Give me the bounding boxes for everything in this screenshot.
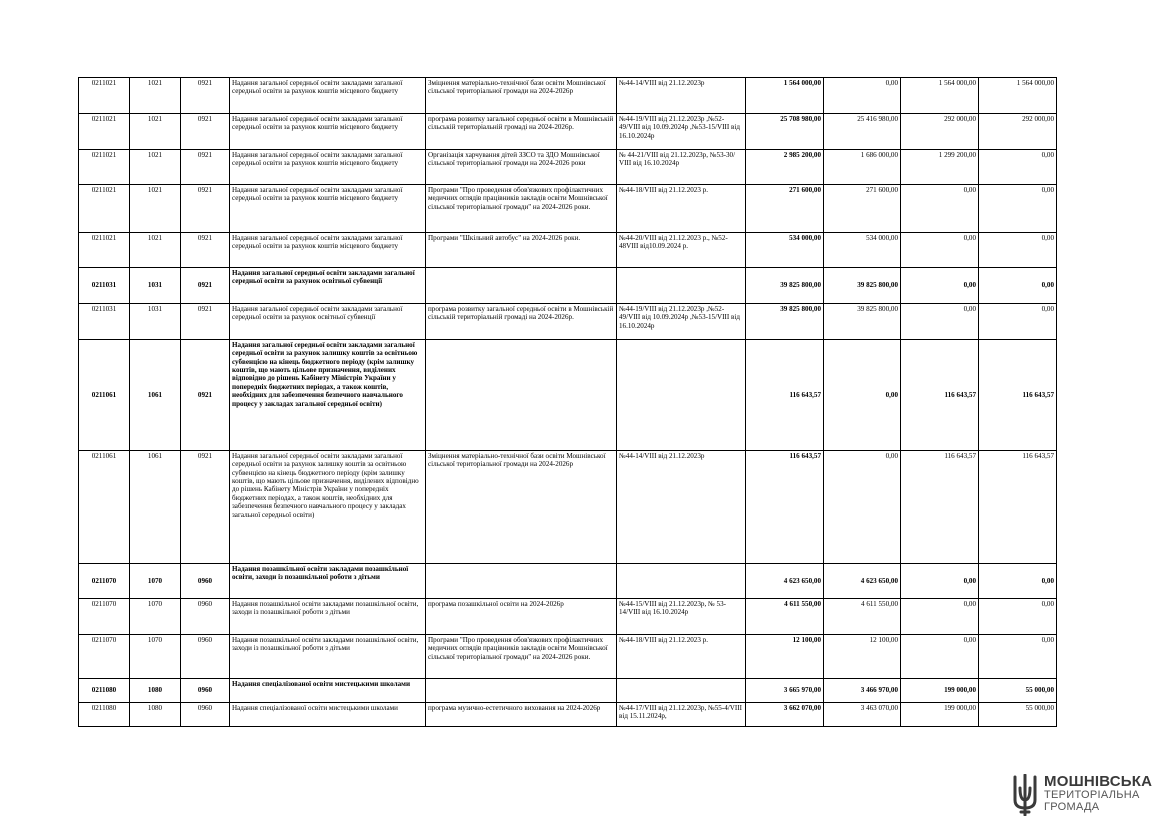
row-decision bbox=[617, 564, 746, 599]
row-special-fund: 116 643,57 bbox=[901, 451, 979, 564]
row-development-budget: 292 000,00 bbox=[979, 114, 1057, 150]
row-general-fund: 4 611 550,00 bbox=[824, 599, 901, 635]
row-kfb: 0960 bbox=[181, 635, 230, 679]
row-code: 0211070 bbox=[79, 599, 130, 635]
row-program bbox=[426, 340, 617, 451]
row-development-budget: 0,00 bbox=[979, 635, 1057, 679]
table-row bbox=[79, 78, 1057, 114]
row-general-fund: 39 825 800,00 bbox=[824, 268, 901, 304]
row-general-fund: 0,00 bbox=[824, 340, 901, 451]
row-decision bbox=[617, 268, 746, 304]
row-general-fund: 12 100,00 bbox=[824, 635, 901, 679]
table-row-summary bbox=[79, 564, 1057, 599]
row-general-fund: 271 600,00 bbox=[824, 185, 901, 233]
row-kfb: 0960 bbox=[181, 599, 230, 635]
row-general-fund: 1 686 000,00 bbox=[824, 150, 901, 185]
row-kfb: 0960 bbox=[181, 679, 230, 703]
row-development-budget: 0,00 bbox=[979, 150, 1057, 185]
row-general-fund: 39 825 800,00 bbox=[824, 304, 901, 340]
row-code: 0211080 bbox=[79, 703, 130, 727]
row-general-fund: 0,00 bbox=[824, 78, 901, 114]
row-kfb: 0921 bbox=[181, 268, 230, 304]
table-row bbox=[79, 185, 1057, 233]
row-name: Надання загальної середньої освіти закладами загальної середньої освіти за рахунок освітньої субвенції bbox=[230, 304, 426, 340]
row-program bbox=[426, 268, 617, 304]
trident-emblem-icon bbox=[1010, 774, 1040, 816]
row-kfk: 1021 bbox=[130, 114, 181, 150]
row-total: 1 564 000,00 bbox=[746, 78, 824, 114]
row-decision: №44-14/VIII від 21.12.2023р bbox=[617, 451, 746, 564]
row-total: 271 600,00 bbox=[746, 185, 824, 233]
row-program bbox=[426, 564, 617, 599]
row-code: 0211021 bbox=[79, 185, 130, 233]
logo-line-2: ТЕРИТОРІАЛЬНА bbox=[1044, 789, 1140, 801]
row-kfb: 0921 bbox=[181, 185, 230, 233]
row-total: 534 000,00 bbox=[746, 233, 824, 268]
row-general-fund: 4 623 650,00 bbox=[824, 564, 901, 599]
row-kfk: 1021 bbox=[130, 233, 181, 268]
row-program: Програми "Про проведення обов'язкових профілактичних медичних оглядів працівників закладів освіти Мошнівської сільської територіальної громади" на 2024-2026 роки. bbox=[426, 635, 617, 679]
row-name: Надання загальної середньої освіти закладами загальної середньої освіти за рахунок коштів місцевого бюджету bbox=[230, 78, 426, 114]
row-name: Надання загальної середньої освіти закладами загальної середньої освіти за рахунок залишку коштів за освітньою субвенцією на кінець бюджетного періоду (крім залишку коштів, що мають цільове призначення, виділених відповідно до рішень Кабінету Міністрів України у попередніх бюджетних періодах, а також коштів, необхідних для забезпечення безпечного навчального процесу у закладах загальної середньої освіти) bbox=[230, 340, 426, 451]
row-kfb: 0921 bbox=[181, 451, 230, 564]
table-row bbox=[79, 451, 1057, 564]
table-row bbox=[79, 150, 1057, 185]
row-decision: №44-14/VIII від 21.12.2023р bbox=[617, 78, 746, 114]
row-name: Надання позашкільної освіти закладами позашкільної освіти, заходи із позашкільної роботи з дітьми bbox=[230, 564, 426, 599]
row-decision: №44-15/VIII від 21.12.2023р, № 53-14/VIII від 16.10.2024р bbox=[617, 599, 746, 635]
row-code: 0211080 bbox=[79, 679, 130, 703]
row-kfk: 1031 bbox=[130, 268, 181, 304]
row-special-fund: 0,00 bbox=[901, 185, 979, 233]
row-kfk: 1021 bbox=[130, 185, 181, 233]
row-kfb: 0960 bbox=[181, 564, 230, 599]
row-special-fund: 1 299 200,00 bbox=[901, 150, 979, 185]
logo-line-3: ГРОМАДА bbox=[1044, 801, 1100, 813]
row-total: 116 643,57 bbox=[746, 340, 824, 451]
row-program: програма музично-естетичного виховання на 2024-2026р bbox=[426, 703, 617, 727]
row-development-budget: 0,00 bbox=[979, 304, 1057, 340]
table-row bbox=[79, 703, 1057, 727]
row-kfb: 0921 bbox=[181, 150, 230, 185]
row-development-budget: 116 643,57 bbox=[979, 340, 1057, 451]
row-program: Зміцнення матеріально-технічної бази освіти Мошнівської сільської територіальної громади на 2024-2026р bbox=[426, 451, 617, 564]
row-total: 3 662 070,00 bbox=[746, 703, 824, 727]
row-name: Надання позашкільної освіти закладами позашкільної освіти, заходи із позашкільної роботи з дітьми bbox=[230, 599, 426, 635]
row-general-fund: 0,00 bbox=[824, 451, 901, 564]
row-development-budget: 1 564 000,00 bbox=[979, 78, 1057, 114]
row-special-fund: 0,00 bbox=[901, 564, 979, 599]
row-development-budget: 0,00 bbox=[979, 233, 1057, 268]
row-total: 2 985 200,00 bbox=[746, 150, 824, 185]
row-development-budget: 55 000,00 bbox=[979, 679, 1057, 703]
row-name: Надання спеціалізованої освіти мистецькими школами bbox=[230, 679, 426, 703]
row-general-fund: 534 000,00 bbox=[824, 233, 901, 268]
row-general-fund: 3 466 970,00 bbox=[824, 679, 901, 703]
row-kfb: 0960 bbox=[181, 703, 230, 727]
row-name: Надання загальної середньої освіти закладами загальної середньої освіти за рахунок коштів місцевого бюджету bbox=[230, 114, 426, 150]
row-general-fund: 3 463 070,00 bbox=[824, 703, 901, 727]
table-row bbox=[79, 635, 1057, 679]
row-kfk: 1031 bbox=[130, 304, 181, 340]
table-row-summary bbox=[79, 679, 1057, 703]
row-general-fund: 25 416 980,00 bbox=[824, 114, 901, 150]
row-code: 0211031 bbox=[79, 304, 130, 340]
row-development-budget: 116 643,57 bbox=[979, 451, 1057, 564]
row-decision bbox=[617, 679, 746, 703]
row-kfk: 1070 bbox=[130, 635, 181, 679]
row-kfb: 0921 bbox=[181, 304, 230, 340]
budget-table-body bbox=[79, 78, 1057, 727]
row-decision: №44-19/VIII від 21.12.2023р ,№52-49/VIII від 10.09.2024р ,№53-15/VIII від 16.10.2024р bbox=[617, 114, 746, 150]
row-total: 12 100,00 bbox=[746, 635, 824, 679]
table-row bbox=[79, 599, 1057, 635]
row-total: 116 643,57 bbox=[746, 451, 824, 564]
table-row-summary bbox=[79, 340, 1057, 451]
row-program: програма розвитку загальної середньої освіти в Мошнівській сільській територіальній громаді на 2024-2026р. bbox=[426, 304, 617, 340]
row-program: програма розвитку загальної середньої освіти в Мошнівській сільській територіальній громаді на 2024-2026р. bbox=[426, 114, 617, 150]
row-development-budget: 55 000,00 bbox=[979, 703, 1057, 727]
row-code: 0211021 bbox=[79, 233, 130, 268]
row-code: 0211031 bbox=[79, 268, 130, 304]
row-development-budget: 0,00 bbox=[979, 185, 1057, 233]
row-development-budget: 0,00 bbox=[979, 268, 1057, 304]
row-special-fund: 0,00 bbox=[901, 233, 979, 268]
row-program: програма позашкільної освіти на 2024-2026р bbox=[426, 599, 617, 635]
row-special-fund: 0,00 bbox=[901, 268, 979, 304]
row-kfk: 1021 bbox=[130, 150, 181, 185]
row-name: Надання загальної середньої освіти закладами загальної середньої освіти за рахунок коштів місцевого бюджету bbox=[230, 150, 426, 185]
row-decision: №44-20/VIII від 21.12.2023 р., №52-48VIII від10.09.2024 р. bbox=[617, 233, 746, 268]
row-kfb: 0921 bbox=[181, 114, 230, 150]
row-kfk: 1070 bbox=[130, 564, 181, 599]
row-special-fund: 292 000,00 bbox=[901, 114, 979, 150]
row-program: Програми "Про проведення обов'язкових профілактичних медичних оглядів працівників закладів освіти Мошнівської сільської територіальної громади" на 2024-2026 роки. bbox=[426, 185, 617, 233]
row-code: 0211021 bbox=[79, 78, 130, 114]
row-code: 0211070 bbox=[79, 635, 130, 679]
row-name: Надання спеціалізованої освіти мистецькими школами bbox=[230, 703, 426, 727]
row-code: 0211021 bbox=[79, 114, 130, 150]
row-decision: №44-18/VIII від 21.12.2023 р. bbox=[617, 635, 746, 679]
row-kfk: 1080 bbox=[130, 679, 181, 703]
table-row bbox=[79, 304, 1057, 340]
row-name: Надання позашкільної освіти закладами позашкільної освіти, заходи із позашкільної роботи з дітьми bbox=[230, 635, 426, 679]
row-name: Надання загальної середньої освіти закладами загальної середньої освіти за рахунок залишку коштів за освітньою субвенцією на кінець бюджетного періоду (крім залишку коштів, що мають цільове призначення, виділених відповідно до рішень Кабінету Міністрів України у попередніх бюджетних періодах, а також коштів, необхідних для забезпечення безпечного навчального процесу у закладах загальної середньої освіти) bbox=[230, 451, 426, 564]
row-decision: №44-19/VIII від 21.12.2023р ,№52-49/VIII від 10.09.2024р ,№53-15/VIII від 16.10.2024р bbox=[617, 304, 746, 340]
row-special-fund: 199 000,00 bbox=[901, 703, 979, 727]
row-special-fund: 0,00 bbox=[901, 304, 979, 340]
row-decision: № 44-21/VIII від 21.12.2023р, №53-30/ VIII від 16.10.2024р bbox=[617, 150, 746, 185]
row-special-fund: 0,00 bbox=[901, 635, 979, 679]
table-row bbox=[79, 114, 1057, 150]
row-total: 39 825 800,00 bbox=[746, 304, 824, 340]
row-kfk: 1061 bbox=[130, 340, 181, 451]
row-decision: №44-17/VIII від 21.12.2023р, №55-4/VIII від 15.11.2024р, bbox=[617, 703, 746, 727]
community-logo bbox=[1010, 773, 1160, 819]
row-kfb: 0921 bbox=[181, 340, 230, 451]
row-kfk: 1080 bbox=[130, 703, 181, 727]
row-name: Надання загальної середньої освіти закладами загальної середньої освіти за рахунок коштів місцевого бюджету bbox=[230, 185, 426, 233]
row-total: 4 611 550,00 bbox=[746, 599, 824, 635]
row-name: Надання загальної середньої освіти закладами загальної середньої освіти за рахунок коштів місцевого бюджету bbox=[230, 233, 426, 268]
row-kfk: 1070 bbox=[130, 599, 181, 635]
row-special-fund: 116 643,57 bbox=[901, 340, 979, 451]
row-code: 0211021 bbox=[79, 150, 130, 185]
row-code: 0211070 bbox=[79, 564, 130, 599]
row-total: 25 708 980,00 bbox=[746, 114, 824, 150]
row-decision: №44-18/VIII від 21.12.2023 р. bbox=[617, 185, 746, 233]
row-code: 0211061 bbox=[79, 451, 130, 564]
row-kfk: 1061 bbox=[130, 451, 181, 564]
row-program: Зміцнення матеріально-технічної бази освіти Мошнівської сільської територіальної громади на 2024-2026р bbox=[426, 78, 617, 114]
budget-table bbox=[78, 77, 1057, 727]
logo-line-1: МОШНІВСЬКА bbox=[1044, 773, 1153, 790]
row-total: 39 825 800,00 bbox=[746, 268, 824, 304]
row-special-fund: 1 564 000,00 bbox=[901, 78, 979, 114]
row-development-budget: 0,00 bbox=[979, 564, 1057, 599]
row-program: Програми "Шкільний автобус" на 2024-2026 роки. bbox=[426, 233, 617, 268]
table-row-summary bbox=[79, 268, 1057, 304]
row-program: Організація харчування дітей ЗЗСО та ЗДО Мошнівської сільської територіальної громади на 2024-2026 роки bbox=[426, 150, 617, 185]
row-name: Надання загальної середньої освіти закладами загальної середньої освіти за рахунок освітньої субвенції bbox=[230, 268, 426, 304]
row-program bbox=[426, 679, 617, 703]
row-development-budget: 0,00 bbox=[979, 599, 1057, 635]
row-decision bbox=[617, 340, 746, 451]
row-special-fund: 199 000,00 bbox=[901, 679, 979, 703]
table-row bbox=[79, 233, 1057, 268]
row-total: 3 665 970,00 bbox=[746, 679, 824, 703]
row-kfb: 0921 bbox=[181, 233, 230, 268]
row-code: 0211061 bbox=[79, 340, 130, 451]
row-kfk: 1021 bbox=[130, 78, 181, 114]
row-special-fund: 0,00 bbox=[901, 599, 979, 635]
row-kfb: 0921 bbox=[181, 78, 230, 114]
row-total: 4 623 650,00 bbox=[746, 564, 824, 599]
